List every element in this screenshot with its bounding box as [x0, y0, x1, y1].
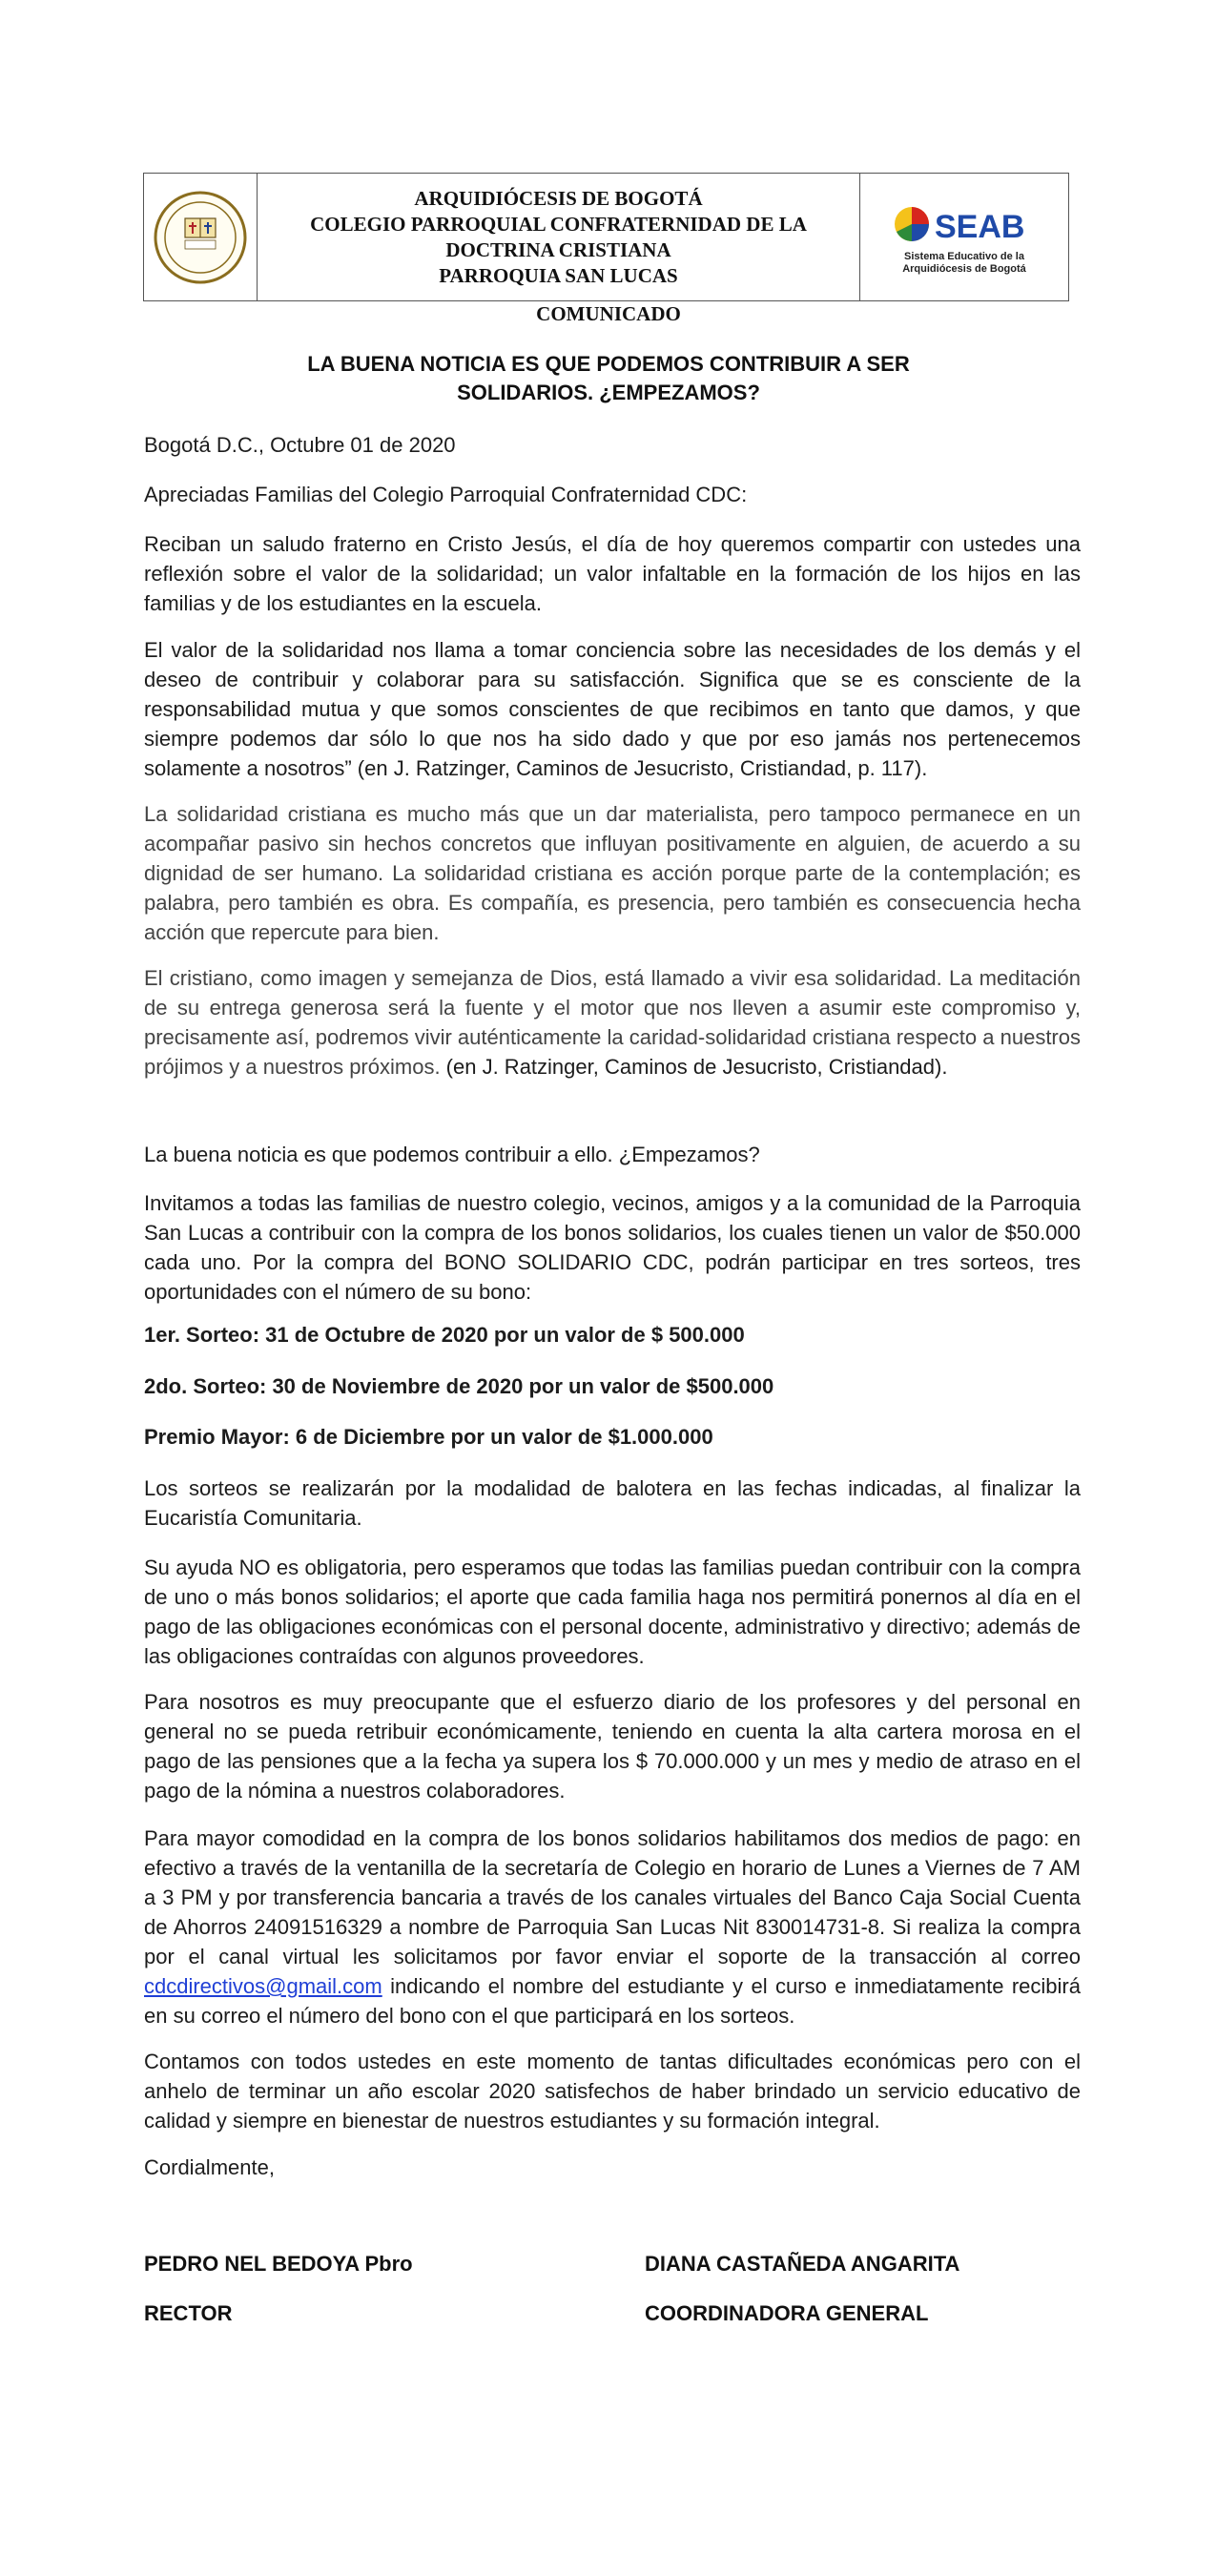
- salutation: Apreciadas Familias del Colegio Parroquial Confraternidad CDC:: [144, 483, 748, 506]
- signer-1-name: PEDRO NEL BEDOYA Pbro: [144, 2252, 413, 2276]
- paragraph-8: Su ayuda NO es obligatoria, pero esperamos que todas las familias puedan contribuir con la compra de uno o más bonos solidarios; el aporte que cada familia haga nos permitirá ponernos al día en el pago de las obligaciones económicas con el personal docente, administrativo y directivo; además de las obligaciones contraídas con algunos proveedores.: [144, 1556, 1081, 1668]
- document-label: COMUNICADO: [536, 302, 681, 325]
- seab-logo-cell: [860, 174, 1068, 300]
- school-name-line-2: DOCTRINA CRISTIANA: [445, 237, 671, 261]
- paragraph-6: Invitamos a todas las familias de nuestro colegio, vecinos, amigos y a la comunidad de la Parroquia San Lucas a contribuir con la compra de los bonos solidarios, los cuales tienen un valor de $50.000 cada uno. Por la compra del BONO SOLIDARIO CDC, podrán participar en tres sorteos, tres oportunidades con el número de su bono:: [144, 1191, 1081, 1304]
- date-line: Bogotá D.C., Octubre 01 de 2020: [144, 433, 456, 457]
- document-title: LA BUENA NOTICIA ES QUE PODEMOS CONTRIBUIR A SER SOLIDARIOS. ¿EMPEZAMOS?: [307, 352, 910, 404]
- signer-2-name: DIANA CASTAÑEDA ANGARITA: [645, 2252, 960, 2276]
- raffle-1: 1er. Sorteo: 31 de Octubre de 2020 por un valor de $ 500.000: [144, 1323, 745, 1347]
- seab-logo-icon: [893, 199, 1036, 249]
- parish-line: PARROQUIA SAN LUCAS: [439, 263, 678, 287]
- institution-name: [258, 174, 860, 300]
- school-crest-icon: [153, 190, 248, 285]
- signer-1-role: RECTOR: [144, 2301, 233, 2325]
- school-name-line-1: COLEGIO PARROQUIAL CONFRATERNIDAD DE LA: [310, 212, 807, 236]
- paragraph-1: Reciban un saludo fraterno en Cristo Jesús, el día de hoy queremos compartir con ustedes una reflexión sobre el valor de la solidaridad; un valor infaltable en la formación de los hijos en las familias y de los estudiantes en la escuela.: [144, 532, 1081, 615]
- raffle-2: 2do. Sorteo: 30 de Noviembre de 2020 por un valor de $500.000: [144, 1374, 774, 1398]
- seab-subtitle: Sistema Educativo de la Arquidiócesis de Bogotá: [902, 250, 1026, 275]
- paragraph-7: Los sorteos se realizarán por la modalidad de balotera en las fechas indicadas, al finalizar la Eucaristía Comunitaria.: [144, 1476, 1081, 1530]
- paragraph-10: Para mayor comodidad en la compra de los bonos solidarios habilitamos dos medios de pago: en efectivo a través de la ventanilla de la secretaría de Colegio en horario de Lunes a Viernes de 7 AM a 3 PM y por transferencia bancaria a través de los canales virtuales del Banco Caja Social Cuenta de Ahorros 24091516329 a nombre de Parroquia San Lucas Nit 830014731-8. Si realiza la compra por el canal virtual les solicitamos por favor enviar el soporte de la transacción al correo cdcdirectivos@gmail.com indicando el nombre del estudiante y el curso e inmediatamente recibirá en su correo el número del bono con el que participará en los sorteos.: [144, 1826, 1081, 2028]
- email-link[interactable]: cdcdirectivos@gmail.com: [144, 1974, 382, 1998]
- school-logo-cell: [144, 174, 258, 300]
- seab-wordmark: SEAB: [935, 208, 1025, 245]
- signer-2-role: COORDINADORA GENERAL: [645, 2301, 929, 2325]
- paragraph-2: El valor de la solidaridad nos llama a tomar conciencia sobre las necesidades de los demás y el deseo de contribuir y colaborar para su satisfacción. Significa que se es consciente de la responsabilidad mutua y que somos conscientes de que recibimos en tanto que damos, y que siempre podemos dar sólo lo que nos ha sido dado y que por eso jamás nos pertenecemos solamente a nosotros” (en J. Ratzinger, Caminos de Jesucristo, Cristiandad, p. 117).: [144, 638, 1081, 780]
- citation: (en J. Ratzinger, Caminos de Jesucristo, Cristiandad).: [440, 1055, 948, 1079]
- archdiocese-line: ARQUIDIÓCESIS DE BOGOTÁ: [414, 186, 703, 210]
- paragraph-4: El cristiano, como imagen y semejanza de Dios, está llamado a vivir esa solidaridad. La meditación de su entrega generosa será la fuente y el motor que nos lleven a asumir este compromiso y, precisamente así, podremos vivir auténticamente la caridad-solidaridad cristiana respecto a nuestros prójimos y a nuestros próximos. (en J. Ratzinger, Caminos de Jesucristo, Cristiandad).: [144, 966, 1081, 1079]
- closing: Cordialmente,: [144, 2155, 275, 2179]
- paragraph-9: Para nosotros es muy preocupante que el esfuerzo diario de los profesores y del personal en general no se pueda retribuir económicamente, teniendo en cuenta la alta cartera morosa en el pago de las pensiones que a la fecha ya supera los $ 70.000.000 y un mes y medio de atraso en el pago de la nómina a nuestros colaboradores.: [144, 1690, 1081, 1803]
- paragraph-5: La buena noticia es que podemos contribuir a ello. ¿Empezamos?: [144, 1143, 760, 1166]
- letterhead-table: [143, 173, 1069, 301]
- paragraph-11: Contamos con todos ustedes en este momento de tantas dificultades económicas pero con el anhelo de terminar un año escolar 2020 satisfechos de haber brindado un servicio educativo de calidad y siempre en bienestar de nuestros estudiantes y su formación integral.: [144, 2050, 1081, 2133]
- paragraph-3: La solidaridad cristiana es mucho más que un dar materialista, pero tampoco permanece en un acompañar pasivo sin hechos concretos que influyan positivamente en alguien, de acuerdo a su dignidad de ser humano. La solidaridad cristiana es acción porque parte de la contemplación; es palabra, pero también es obra. Es compañía, es presencia, pero también es consecuencia hecha acción que repercute para bien.: [144, 802, 1081, 944]
- grand-prize: Premio Mayor: 6 de Diciembre por un valor de $1.000.000: [144, 1425, 713, 1449]
